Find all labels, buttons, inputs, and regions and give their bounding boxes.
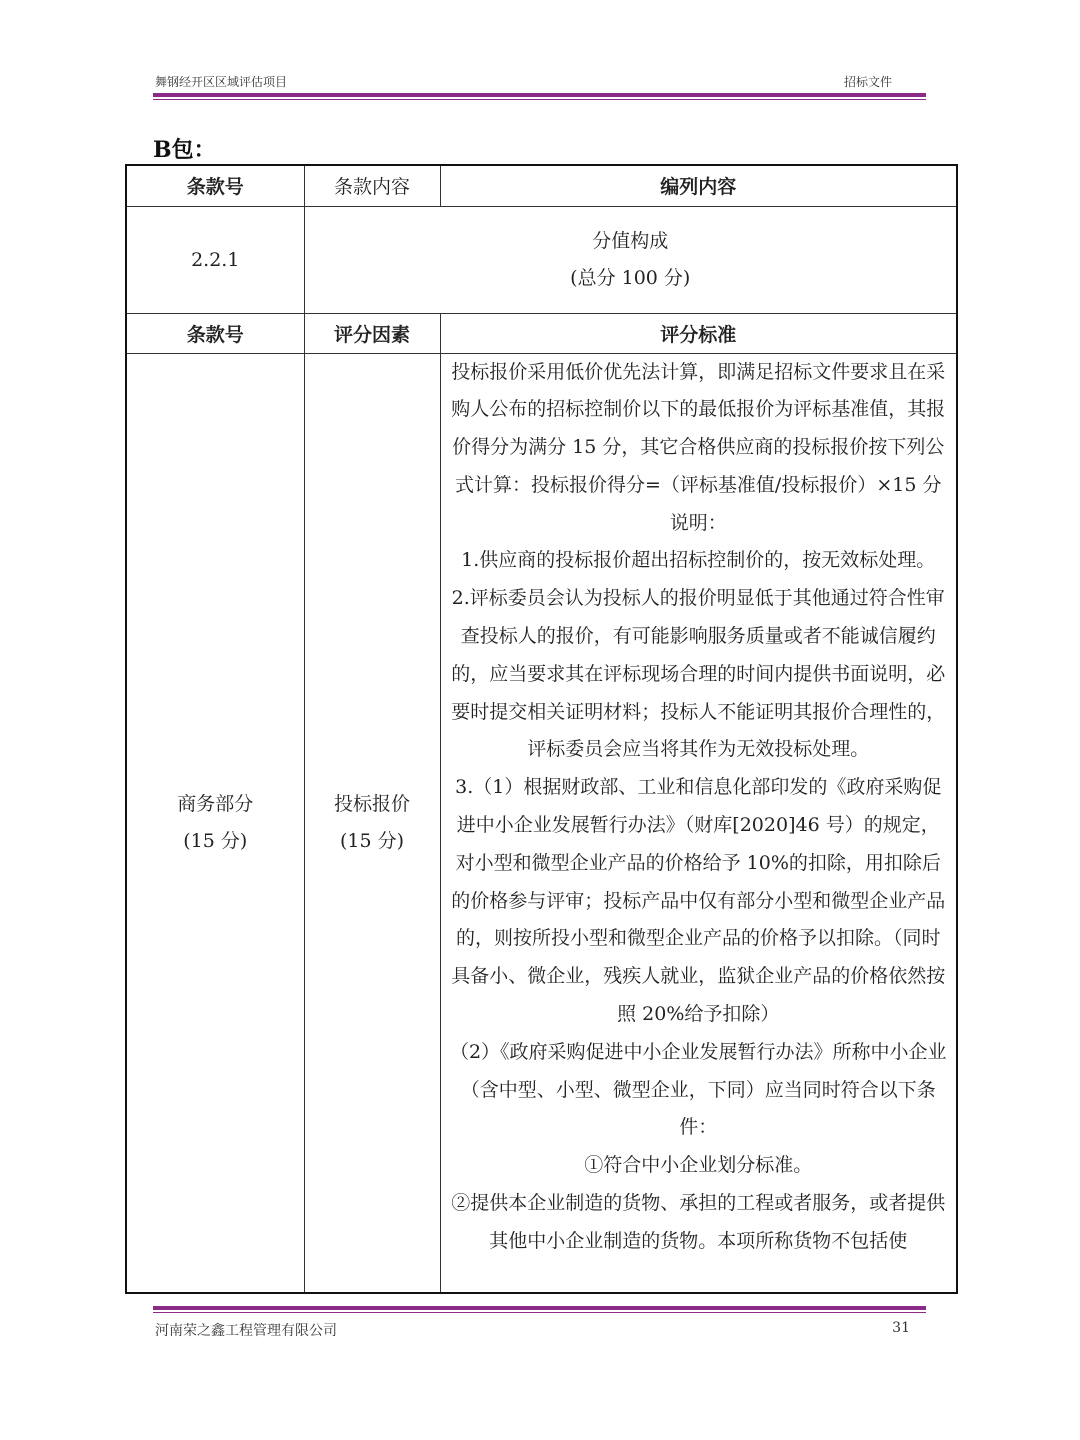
header-compiled-content: 编列内容 (440, 165, 957, 206)
standard-paragraph: 投标报价采用低价优先法计算，即满足招标文件要求且在采购人公布的招标控制价以下的最低报价为评标基准值，其报价得分为满分 15 分，其它合格供应商的投标报价按下列公式计算：投标报价得分=（评标基准值/投标报价）×15 分 (451, 360, 946, 496)
standard-paragraph: 1.供应商的投标报价超出招标控制价的，按无效标处理。 (461, 549, 936, 572)
standard-paragraph: ②提供本企业制造的货物、承担的工程或者服务，或者提供其他中小企业制造的货物。本项所称货物不包括使 (451, 1192, 946, 1252)
footer-rule-thin (153, 1312, 926, 1313)
business-section-label: 商务部分 (177, 792, 254, 815)
score-composition-total: (总分 100 分) (570, 266, 691, 289)
scoring-standard-cell (440, 353, 957, 1293)
page-number: 31 (892, 1320, 910, 1336)
table-header-row (126, 165, 957, 206)
package-title: B包： (153, 137, 216, 163)
scoring-table (125, 164, 958, 1294)
header-rule-thin (153, 99, 926, 100)
header2-clause-no: 条款号 (126, 313, 304, 353)
header-rule (153, 93, 926, 97)
header2-scoring-factor: 评分因素 (304, 313, 440, 353)
clause-number: 2.2.1 (126, 206, 304, 313)
scoring-factor-points: (15 分) (339, 829, 405, 852)
business-section-points: (15 分) (183, 829, 248, 852)
header2-scoring-standard: 评分标准 (440, 313, 957, 353)
header-clause-no: 条款号 (126, 165, 304, 206)
standard-paragraph: ①符合中小企业划分标准。 (584, 1154, 813, 1177)
scoring-factor-label: 投标报价 (333, 792, 410, 815)
footer-rule (153, 1306, 926, 1310)
score-composition-cell (304, 206, 957, 313)
header-clause-content: 条款内容 (304, 165, 440, 206)
table-header-row-2 (126, 313, 957, 353)
footer-company: 河南荣之鑫工程管理有限公司 (155, 1323, 337, 1339)
scoring-factor-cell (304, 353, 440, 1293)
business-section-cell (126, 353, 304, 1293)
standard-paragraph: 3.（1）根据财政部、工业和信息化部印发的《政府采购促进中小企业发展暂行办法》（财库[2020]46 号）的规定，对小型和微型企业产品的价格给予 10%的扣除，用扣除后的价格参与评审；投标产品中仅有部分小型和微型企业产品的，则按所投小型和微型企业产品的价格予以扣除。（同时具备小、微企业，残疾人就业，监狱企业产品的价格依然按照 20%给予扣除） (451, 776, 946, 1026)
standard-paragraph: （2）《政府采购促进中小企业发展暂行办法》所称中小企业（含中型、小型、微型企业，下同）应当同时符合以下条件： (449, 1040, 947, 1139)
standard-paragraph: 说明： (669, 511, 727, 534)
score-composition-title: 分值构成 (592, 229, 669, 252)
header-left-title: 舞钢经开区区域评估项目 (155, 75, 288, 89)
table-row (126, 353, 957, 1293)
standard-paragraph: 2.评标委员会认为投标人的报价明显低于其他通过符合性审查投标人的报价，有可能影响服务质量或者不能诚信履约的，应当要求其在评标现场合理的时间内提供书面说明，必要时提交相关证明材料；投标人不能证明其报价合理性的，评标委员会应当将其作为无效投标处理。 (451, 587, 946, 761)
table-row (126, 206, 957, 313)
header-right-title: 招标文件 (843, 75, 892, 89)
